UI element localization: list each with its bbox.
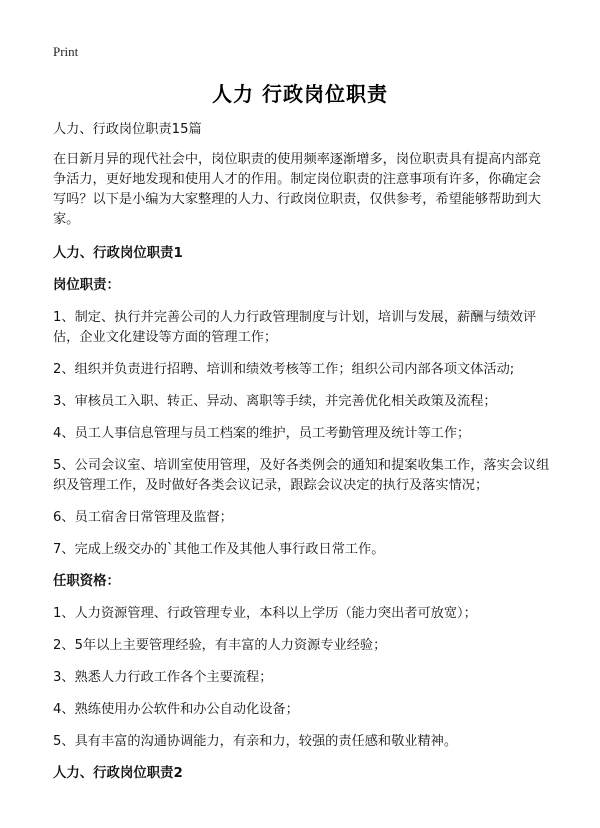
qualification-item: 4、熟练使用办公软件和办公自动化设备；	[53, 702, 299, 717]
section-heading-2: 人力、行政岗位职责2	[53, 766, 183, 781]
document-subtitle: 人力、行政岗位职责15篇	[53, 122, 202, 137]
duties-heading: 岗位职责：	[53, 278, 120, 293]
duty-item: 3、审核员工入职、转正、异动、离职等手续，并完善优化相关政策及流程；	[53, 394, 497, 409]
document-body	[53, 120, 551, 796]
intro-paragraph: 在日新月异的现代社会中，岗位职责的使用频率逐渐增多，岗位职责具有提高内部竞争活力，更好地发现和使用人才的作用。制定岗位职责的注意事项有许多，你确定会写吗？以下是小编为大家整理的人力、行政岗位职责，仅供参考，希望能够帮助到大家。	[53, 152, 541, 227]
qualification-item: 3、熟悉人力行政工作各个主要流程；	[53, 670, 273, 685]
qualification-item: 5、具有丰富的沟通协调能力，有亲和力，较强的责任感和敬业精神。	[53, 734, 458, 749]
section-heading-1: 人力、行政岗位职责1	[53, 246, 183, 261]
duty-item: 1、制定、执行并完善公司的人力行政管理制度与计划，培训与发展，薪酬与绩效评估，企业文化建设等方面的管理工作；	[53, 310, 537, 345]
duty-item: 5、公司会议室、培训室使用管理，及好各类例会的通知和提案收集工作，落实会议组织及管理工作，及时做好各类会议记录，跟踪会议决定的执行及落实情况；	[53, 458, 550, 493]
print-label[interactable]: Print	[53, 44, 79, 59]
duty-item: 6、员工宿舍日常管理及监督；	[53, 510, 233, 525]
duty-item: 2、组织并负责进行招聘、培训和绩效考核等工作；组织公司内部各项文体活动;	[53, 362, 515, 377]
qualifications-heading: 任职资格：	[53, 574, 120, 589]
document-title: 人力 行政岗位职责	[212, 82, 388, 106]
duty-item: 7、完成上级交办的`其他工作及其他人事行政日常工作。	[53, 542, 385, 557]
duty-item: 4、员工人事信息管理与员工档案的维护，员工考勤管理及统计等工作；	[53, 426, 471, 441]
qualification-item: 1、人力资源管理、行政管理专业，本科以上学历（能力突出者可放宽）；	[53, 606, 477, 621]
qualification-item: 2、5年以上主要管理经验，有丰富的人力资源专业经验；	[53, 638, 387, 653]
